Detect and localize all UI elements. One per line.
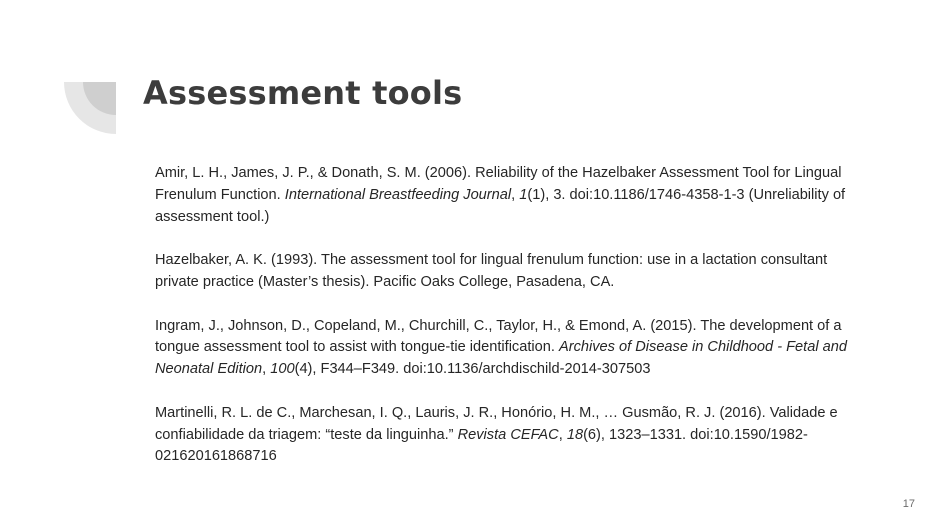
reference-item — [155, 250, 875, 294]
reference-text: Amir, L. H., James, J. P., & Donath, S. M. (2006). Reliability of the Hazelbaker Assessment Tool for Lingual Frenulum Function. — [155, 165, 842, 203]
reference-text: Ingram, J., Johnson, D., Copeland, M., Churchill, C., Taylor, H., & Emond, A. (2015). The development of a tongue assessment tool to assist with tongue-tie identification. — [155, 317, 842, 356]
reference-volume: 18 — [566, 426, 584, 443]
reference-details: (4), F344–F349. doi:10.1136/archdischild-2014-307503 — [294, 361, 651, 378]
slide-title: Assessment tools — [143, 74, 463, 112]
reference-details: (6), 1323–1331. doi:10.1590/1982-021620161868716 — [155, 426, 808, 465]
reference-text: Hazelbaker, A. K. (1993). The assessment tool for lingual frenulum function: use in a lactation consultant private practice (Master’s thesis). Pacific Oaks College, Pasadena, CA. — [155, 252, 828, 290]
page-number: 17 — [902, 498, 915, 510]
reference-separator: , — [558, 426, 567, 443]
decorative-quarter-circle-icon — [64, 82, 116, 134]
reference-journal: Revista CEFAC — [457, 426, 559, 443]
reference-list — [155, 163, 875, 468]
reference-separator: , — [511, 186, 520, 203]
reference-item — [155, 403, 875, 468]
reference-separator: , — [262, 361, 271, 378]
reference-item — [155, 163, 875, 228]
reference-journal: Archives of Disease in Childhood - Fetal and Neonatal Edition — [155, 339, 847, 378]
reference-details: (1), 3. doi:10.1186/1746-4358-1-3 (Unreliability of assessment tool.) — [155, 186, 846, 225]
reference-text: Martinelli, R. L. de C., Marchesan, I. Q., Lauris, J. R., Honório, H. M., … Gusmão, R. J. (2016). Validade e confiabilidade da triagem: “teste da linguinha.” — [155, 404, 838, 443]
reference-volume: 1 — [519, 186, 528, 203]
reference-volume: 100 — [270, 361, 295, 378]
reference-journal: International Breastfeeding Journal — [284, 186, 512, 203]
reference-item — [155, 316, 875, 381]
